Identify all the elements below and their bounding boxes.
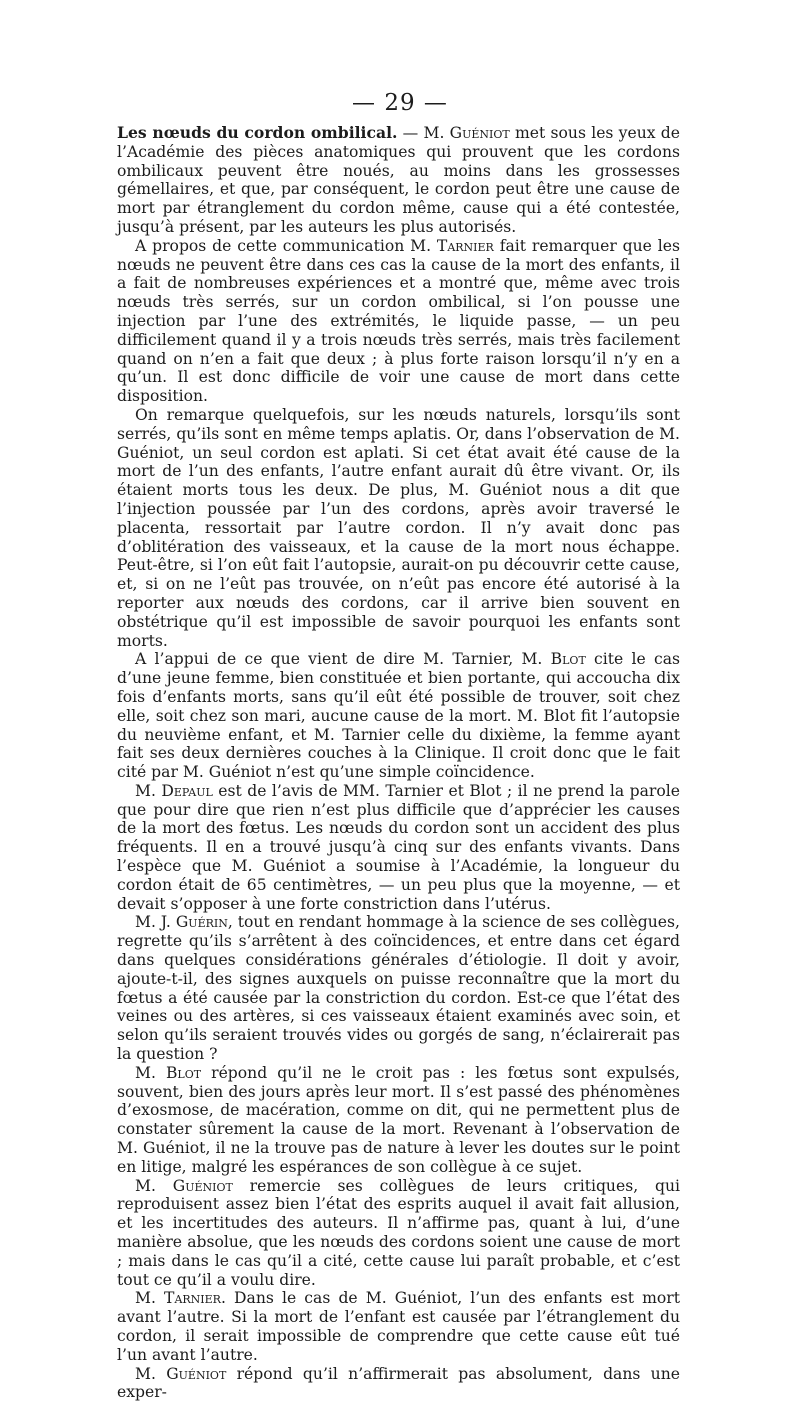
paragraph-text: répond qu’il n’affirmerait pas absolument, dans une exper-: [117, 1364, 680, 1402]
paragraph-3: [117, 406, 680, 650]
speaker-name: Tarnier: [164, 1289, 221, 1308]
paragraph-10: [117, 1365, 680, 1402]
paragraph-text: . Dans le cas de M. Guéniot, l’un des enfants est mort avant l’autre. Si la mort de l’enfant est causée par l’étranglement du cordon, il serait impossible de comprendre que cette cause eût tué l’un avant l’autre.: [117, 1289, 680, 1364]
paragraph-text: met sous les yeux de l’Académie des pièces anatomiques qui prouvent que les cordons ombilicaux peuvent être noués, au moins dans les grossesses gémellaires, et que, par conséquent, le cordon peut être une cause de mort par étranglement du cordon même, cause qui a été contestée, jusqu’à présent, par les auteurs les plus autorisés.: [117, 124, 680, 236]
speaker-name: Blot: [165, 1063, 202, 1082]
page-number: — 29 —: [352, 90, 448, 116]
speaker-name: Guéniot: [449, 124, 510, 142]
paragraph-lead: M.: [135, 1364, 167, 1383]
paragraph-lead: M.: [135, 1176, 173, 1195]
paragraph-lead: M.: [135, 781, 162, 800]
paragraph-9: [117, 1289, 680, 1364]
paragraph-6: [117, 913, 680, 1063]
paragraph-lead: — M.: [397, 124, 450, 142]
paragraph-4: [117, 650, 680, 782]
paragraph-2: [117, 237, 680, 406]
paragraph-text: est de l’avis de MM. Tarnier et Blot ; il ne prend la parole que pour dire que rien n’est plus difficile que d’apprécier les causes de la mort des fœtus. Les nœuds du cordon sont un accident des plus fréquents. Il en a trouvé jusqu’à cinq sur des enfants vivants. Dans l’espèce que M. Guéniot a soumise à l’Académie, la longueur du cordon était de 65 centimètres, — un peu plus que la moyenne, — et devait s’opposer à une forte constriction dans l’utérus.: [117, 781, 680, 913]
paragraph-text: cite le cas d’une jeune femme, bien constituée et bien portante, qui accoucha dix fois d’enfants morts, sans qu’il eût été possible de trouver, soit chez elle, soit chez son mari, aucune cause de la mort. M. Blot fit l’autopsie du neuvième enfant, et M. Tarnier celle du dixième, la femme ayant fait ses deux dernières couches à la Clinique. Il croit donc que le fait cité par M. Guéniot n’est qu’une simple coïncidence.: [117, 650, 681, 782]
paragraph-text: fait remarquer que les nœuds ne peuvent être dans ces cas la cause de la mort des enfants, il a fait de nombreuses expériences et a montré que, même avec trois nœuds très serrés, sur un cordon ombilical, si l’on pousse une injection par l’une des extrémités, le liquide passe, — un peu difficilement quand il y a trois nœuds très serrés, mais très facilement quand on n’en a fait que deux ; à plus forte raison lorsqu’il n’y en a qu’un. Il est donc difficile de voir une cause de mort dans cette disposition.: [117, 236, 680, 406]
speaker-name: Blot: [550, 650, 586, 669]
speaker-name: Depaul: [161, 781, 213, 800]
paragraph-text: répond qu’il ne le croit pas : les fœtus sont expulsés, souvent, bien des jours après leur mort. Il s’est passé des phénomènes d’exosmose, de macération, comme on dit, qui ne permettent plus de constater sûrement la cause de la mort. Revenant à l’observation de M. Guéniot, il ne la trouve pas de nature à lever les doutes sur le point en litige, malgré les espérances de son collègue à ce sujet.: [117, 1063, 680, 1176]
paragraph-7: [117, 1064, 680, 1177]
article-body: [117, 124, 680, 1402]
paragraph-text: , tout en rendant hommage à la science de ses collègues, regrette qu’ils s’arrêtent à des coïncidences, et entre dans cet égard dans quelques considérations générales d’étiologie. Il doit y avoir, ajoute-t-il, des signes auxquels on puisse reconnaître que la mort du fœtus a été causée par la constriction du cordon. Est-ce que l’état des veines ou des artères, si ces vaisseaux étaient examinés avec soin, et selon qu’ils seraient trouvés vides ou gorgés de sang, n’éclairerait pas la question ?: [117, 913, 680, 1064]
paragraph-text: remercie ses collègues de leurs critiques, qui reproduisent assez bien l’état des esprits auquel il avait fait allusion, et les incertitudes des auteurs. Il n’affirme pas, quant à lui, d’une manière absolue, que les nœuds des cordons soient une cause de mort ; mais dans le cas qu’il a cité, cette cause lui paraît probable, et c’est tout ce qu’il a voulu dire.: [117, 1176, 680, 1289]
paragraph-text: On remarque quelquefois, sur les nœuds naturels, lorsqu’ils sont serrés, qu’ils sont en même temps aplatis. Or, dans l’observation de M. Guéniot, un seul cordon est aplati. Si cet état avait été cause de la mort de l’un des enfants, l’autre enfant aurait dû être vivant. Or, ils étaient morts tous les deux. De plus, M. Guéniot nous a dit que l’injection poussée par l’un des cordons, après avoir traversé le placenta, ressortait par l’autre cordon. Il n’y avait donc pas d’oblitération des vaisseaux, et la cause de la mort nous échappe. Peut-être, si l’on eût fait l’autopsie, aurait-on pu découvrir cette cause, et, si on ne l’eût pas trouvée, on n’eût pas encore été autorisé à la reporter aux nœuds des cordons, car il arrive bien souvent en obstétrique qu’il est impossible de savoir pourquoi les enfants sont morts.: [117, 405, 680, 650]
paragraph-lead: M.: [135, 1289, 165, 1308]
speaker-name: Guérin: [175, 913, 228, 932]
paragraph-1: [117, 124, 680, 237]
paragraph-lead: M. J.: [135, 913, 176, 932]
speaker-name: Guéniot: [172, 1176, 233, 1195]
paragraph-5: [117, 782, 680, 914]
paragraph-lead: A propos de cette communication M.: [135, 236, 437, 255]
paragraph-8: [117, 1177, 680, 1290]
speaker-name: Guéniot: [166, 1364, 227, 1383]
paragraph-lead: M.: [135, 1063, 166, 1082]
speaker-name: Tarnier: [436, 236, 494, 255]
section-heading: Les nœuds du cordon ombilical.: [117, 123, 398, 142]
paragraph-lead: A l’appui de ce que vient de dire M. Tarnier, M.: [135, 650, 551, 669]
